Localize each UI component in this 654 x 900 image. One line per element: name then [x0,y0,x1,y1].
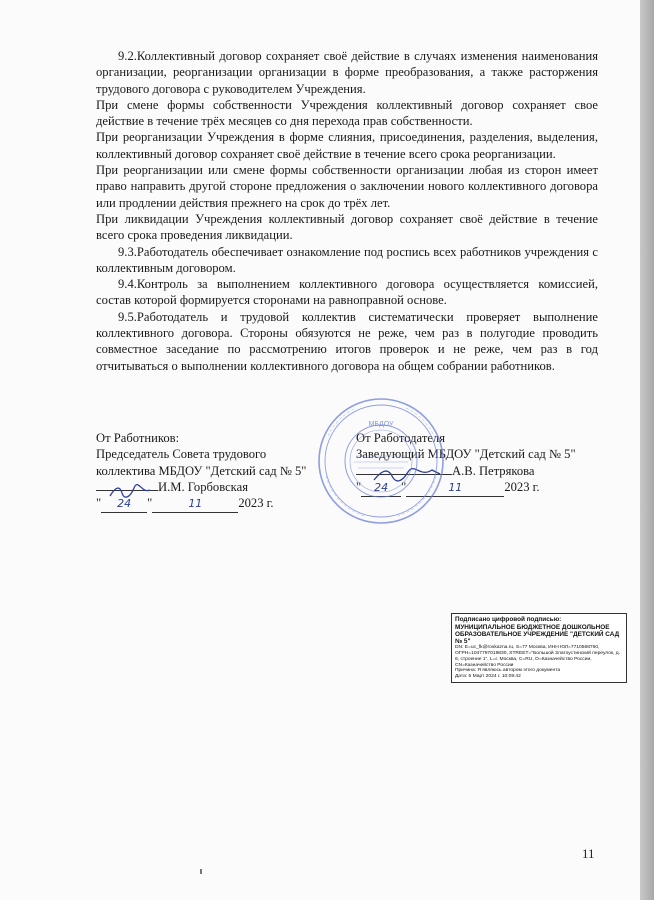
stamp-label: МБДОУ [368,421,394,428]
paragraph-liquidation: При ликвидации Учреждения коллективный договор сохраняет своё действие в течение всего срока проведения ликвидации. [96,211,598,243]
paragraph-reorganization: При реорганизации Учреждения в форме слияния, присоединения, разделения, выделения, коллективный договор сохраняет своё действие в течение всего срока реорганизации. [96,130,598,161]
employees-position: Председатель Совета трудового [96,447,267,462]
paragraph-9-4: 9.4.Контроль за выполнением коллективного договора осуществляется комиссией, состав которой формируется сторонами на равноправной основе. [96,277,598,308]
scan-mark [200,869,202,874]
employees-date: " 24 " 11 2023 г. [96,495,306,513]
employees-heading: От Работников: [96,431,180,445]
employer-date-year: 2023 г. [504,479,540,494]
paragraph-9-2: 9.2.Коллективный договор сохраняет своё действие в случаях изменения наименования организации, реорганизации организации в форме преобразования, а также расторжения трудового договора с руководителем Учреждения. [96,49,598,96]
employees-date-year: 2023 г. [238,496,274,511]
paragraph-ownership-change: При смене формы собственности Учреждения коллективный договор сохраняет свое действие в течение трёх месяцев со дня перехода прав собственности. [96,97,598,129]
digital-signature-dn: DN: E=uc_fk@roskazna.ru, S=77 Москва, ИНН ЮЛ=7710568760, ОГРН=1047797019830, STREET="Большой Златоустинский переулок, д. 6, строение 1", L=г. Москва, C=RU, O=Казначейство России, CN=Казначейство России [455,645,620,668]
digital-signature-title: Подписано цифровой подписью: [455,616,562,623]
employer-date-month: 11 [448,480,463,494]
body-text [96,48,598,374]
digital-signature-org: МУНИЦИПАЛЬНОЕ БЮДЖЕТНОЕ ДОШКОЛЬНОЕ ОБРАЗОВАТЕЛЬНОЕ УЧРЕЖДЕНИЕ "ДЕТСКИЙ САД № 5" [455,623,620,646]
handwritten-signature-icon [108,484,152,500]
official-stamp-icon [316,396,446,526]
paragraph-9-3: 9.3.Работодатель обеспечивает ознакомление под роспись всех работников учреждения с коллективным договором. [96,244,598,275]
employees-organization: коллектива МБДОУ "Детский сад № 5" [96,463,307,478]
employer-position: Заведующий МБДОУ "Детский сад № 5" [356,447,576,462]
page-number: 11 [582,846,595,861]
employees-signature-field [96,490,158,491]
digital-signature-date: Дата: 5 Март 2024 г. 10:09:42 [455,674,521,679]
employer-name: А.В. Петрякова [452,463,535,478]
digital-signature-box [451,613,627,683]
page-edge [640,0,654,900]
employees-signature-line [96,479,306,495]
employer-heading: От Работодателя [356,431,445,445]
signature-block-employees [96,430,306,513]
employees-date-day: 24 [117,497,132,511]
paragraph-reorganization-proposal: При реорганизации или смене формы собственности организации любая из сторон имеет право направить другой стороне предложения о заключении нового коллективного договора или продлении действия прежнего на срок до трёх лет. [96,163,598,210]
employer-date: " 24 " 11 2023 г. [356,479,576,497]
digital-signature-reason: Причина: Я являюсь автором этого документа [455,668,561,674]
employer-date-day: 24 [374,480,389,494]
paragraph-9-5: 9.5.Работодатель и трудовой коллектив систематически проверяет выполнение коллективного договора. Стороны обязуются не реже, чем раз в полугодие проводить совместное заседание по рассмотрению итогов проверок и не реже, чем раз в год отчитываться о выполнении коллективного договора на общем собрании работников. [96,309,598,373]
employees-name: И.М. Горбовская [158,479,248,494]
employees-date-month: 11 [188,497,203,511]
